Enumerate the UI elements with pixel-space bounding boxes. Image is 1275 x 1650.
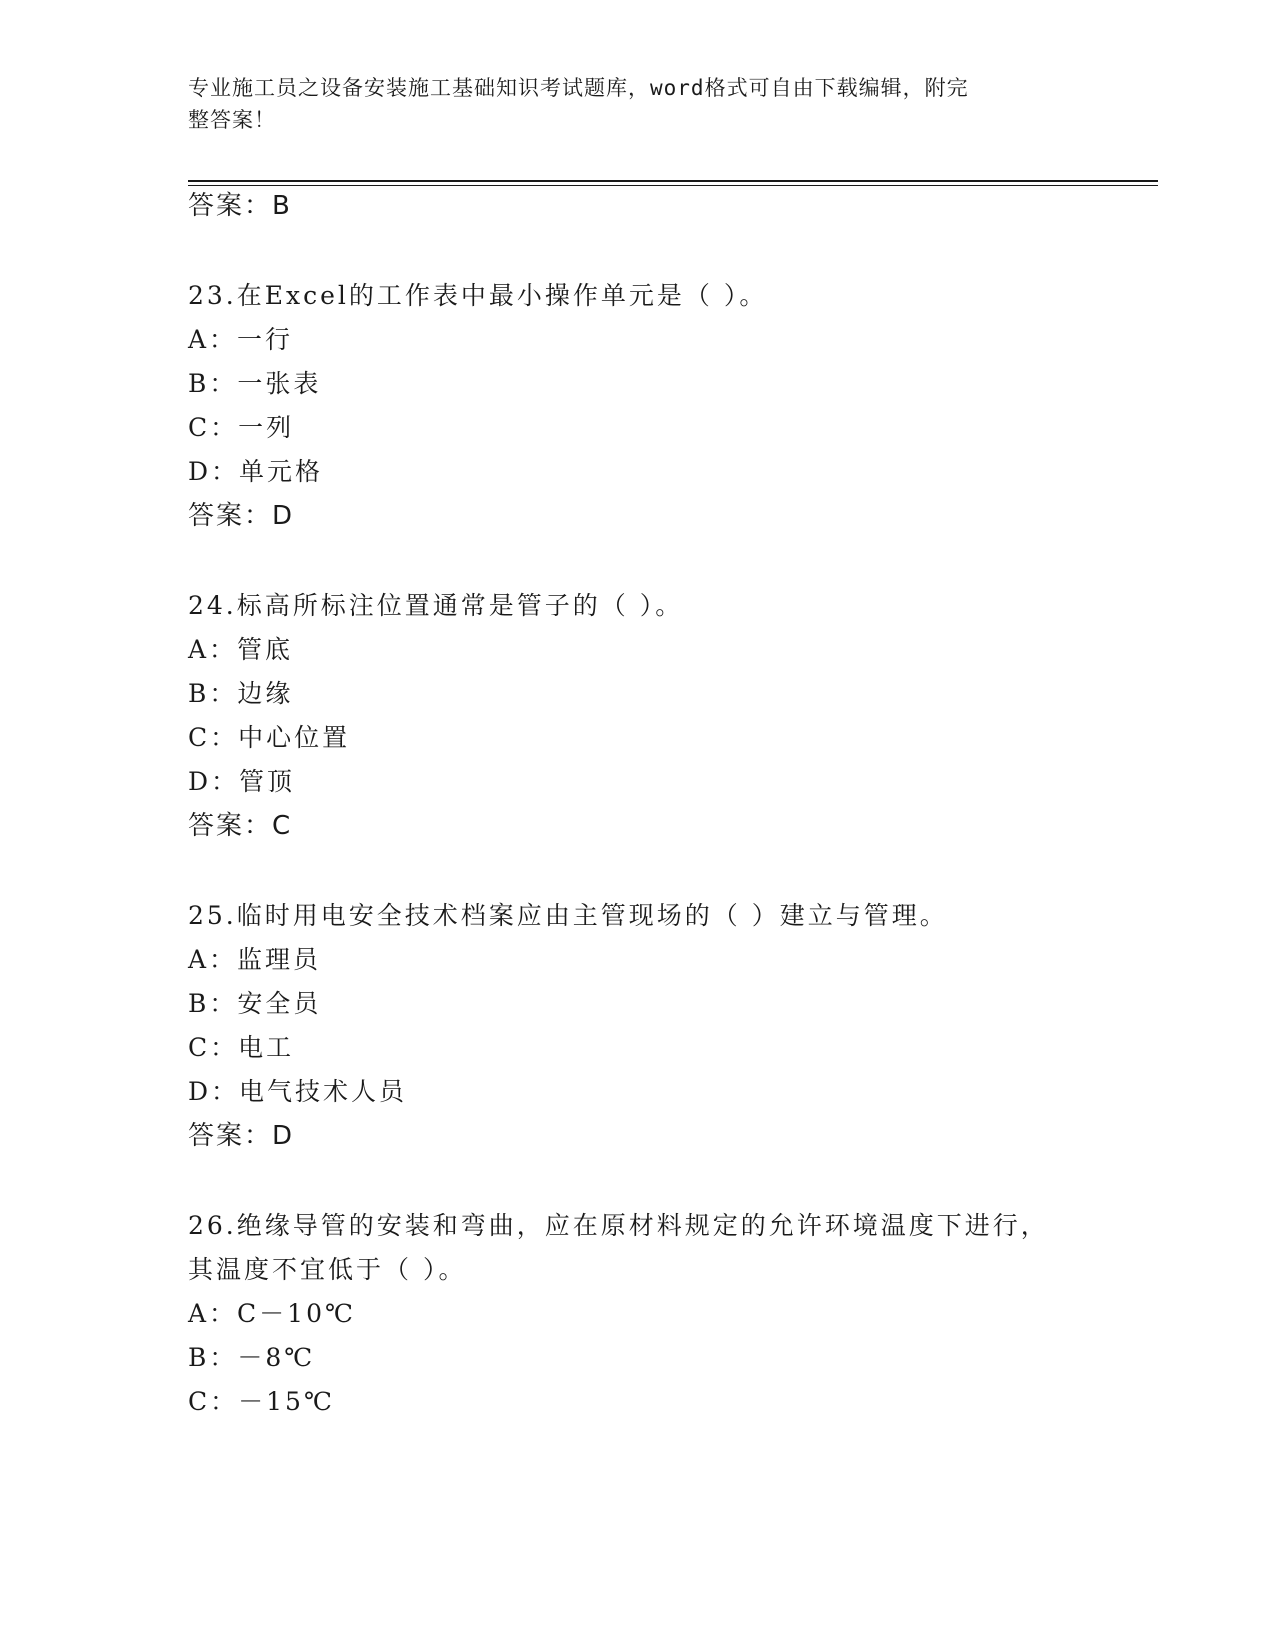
question-23-option-c: C：一列 xyxy=(188,413,295,442)
question-23-option-d: D：单元格 xyxy=(188,457,324,486)
question-23-option-a: A：一行 xyxy=(188,325,294,354)
question-24-answer: 答案：C xyxy=(188,811,293,841)
question-25-option-a: A：监理员 xyxy=(188,945,322,974)
header-divider-thin xyxy=(188,185,1158,186)
question-26-stem-line-1: 26.绝缘导管的安装和弯曲，应在原材料规定的允许环境温度下进行， xyxy=(188,1211,1049,1240)
question-25-option-b: B：安全员 xyxy=(188,989,322,1018)
question-25-answer: 答案：D xyxy=(188,1121,295,1151)
question-24-option-d: D：管顶 xyxy=(188,767,296,796)
question-24-option-b: B：边缘 xyxy=(188,679,294,708)
question-26-stem-line-2: 其温度不宜低于（ ）。 xyxy=(188,1255,467,1284)
answer-22: 答案：B xyxy=(188,191,292,221)
question-25-option-c: C：电工 xyxy=(188,1033,295,1062)
question-25-stem: 25.临时用电安全技术档案应由主管现场的（ ）建立与管理。 xyxy=(188,901,948,930)
question-26-option-a: A：C－10℃ xyxy=(188,1299,356,1328)
question-26-option-c: C：－15℃ xyxy=(188,1387,335,1416)
header-line-2: 整答案！ xyxy=(188,108,276,132)
page-header xyxy=(188,72,1068,136)
question-26-option-b: B：－8℃ xyxy=(188,1343,316,1372)
question-25-option-d: D：电气技术人员 xyxy=(188,1077,408,1106)
question-23-answer: 答案：D xyxy=(188,501,295,531)
question-24-option-a: A：管底 xyxy=(188,635,294,664)
header-divider xyxy=(188,180,1158,182)
question-24-stem: 24.标高所标注位置通常是管子的（ ）。 xyxy=(188,591,684,620)
question-24-option-c: C：中心位置 xyxy=(188,723,351,752)
question-23-option-b: B：一张表 xyxy=(188,369,322,398)
header-line-1: 专业施工员之设备安装施工基础知识考试题库，word格式可自由下载编辑，附完 xyxy=(188,76,969,100)
question-23-stem: 23.在Excel的工作表中最小操作单元是（ ）。 xyxy=(188,281,768,310)
